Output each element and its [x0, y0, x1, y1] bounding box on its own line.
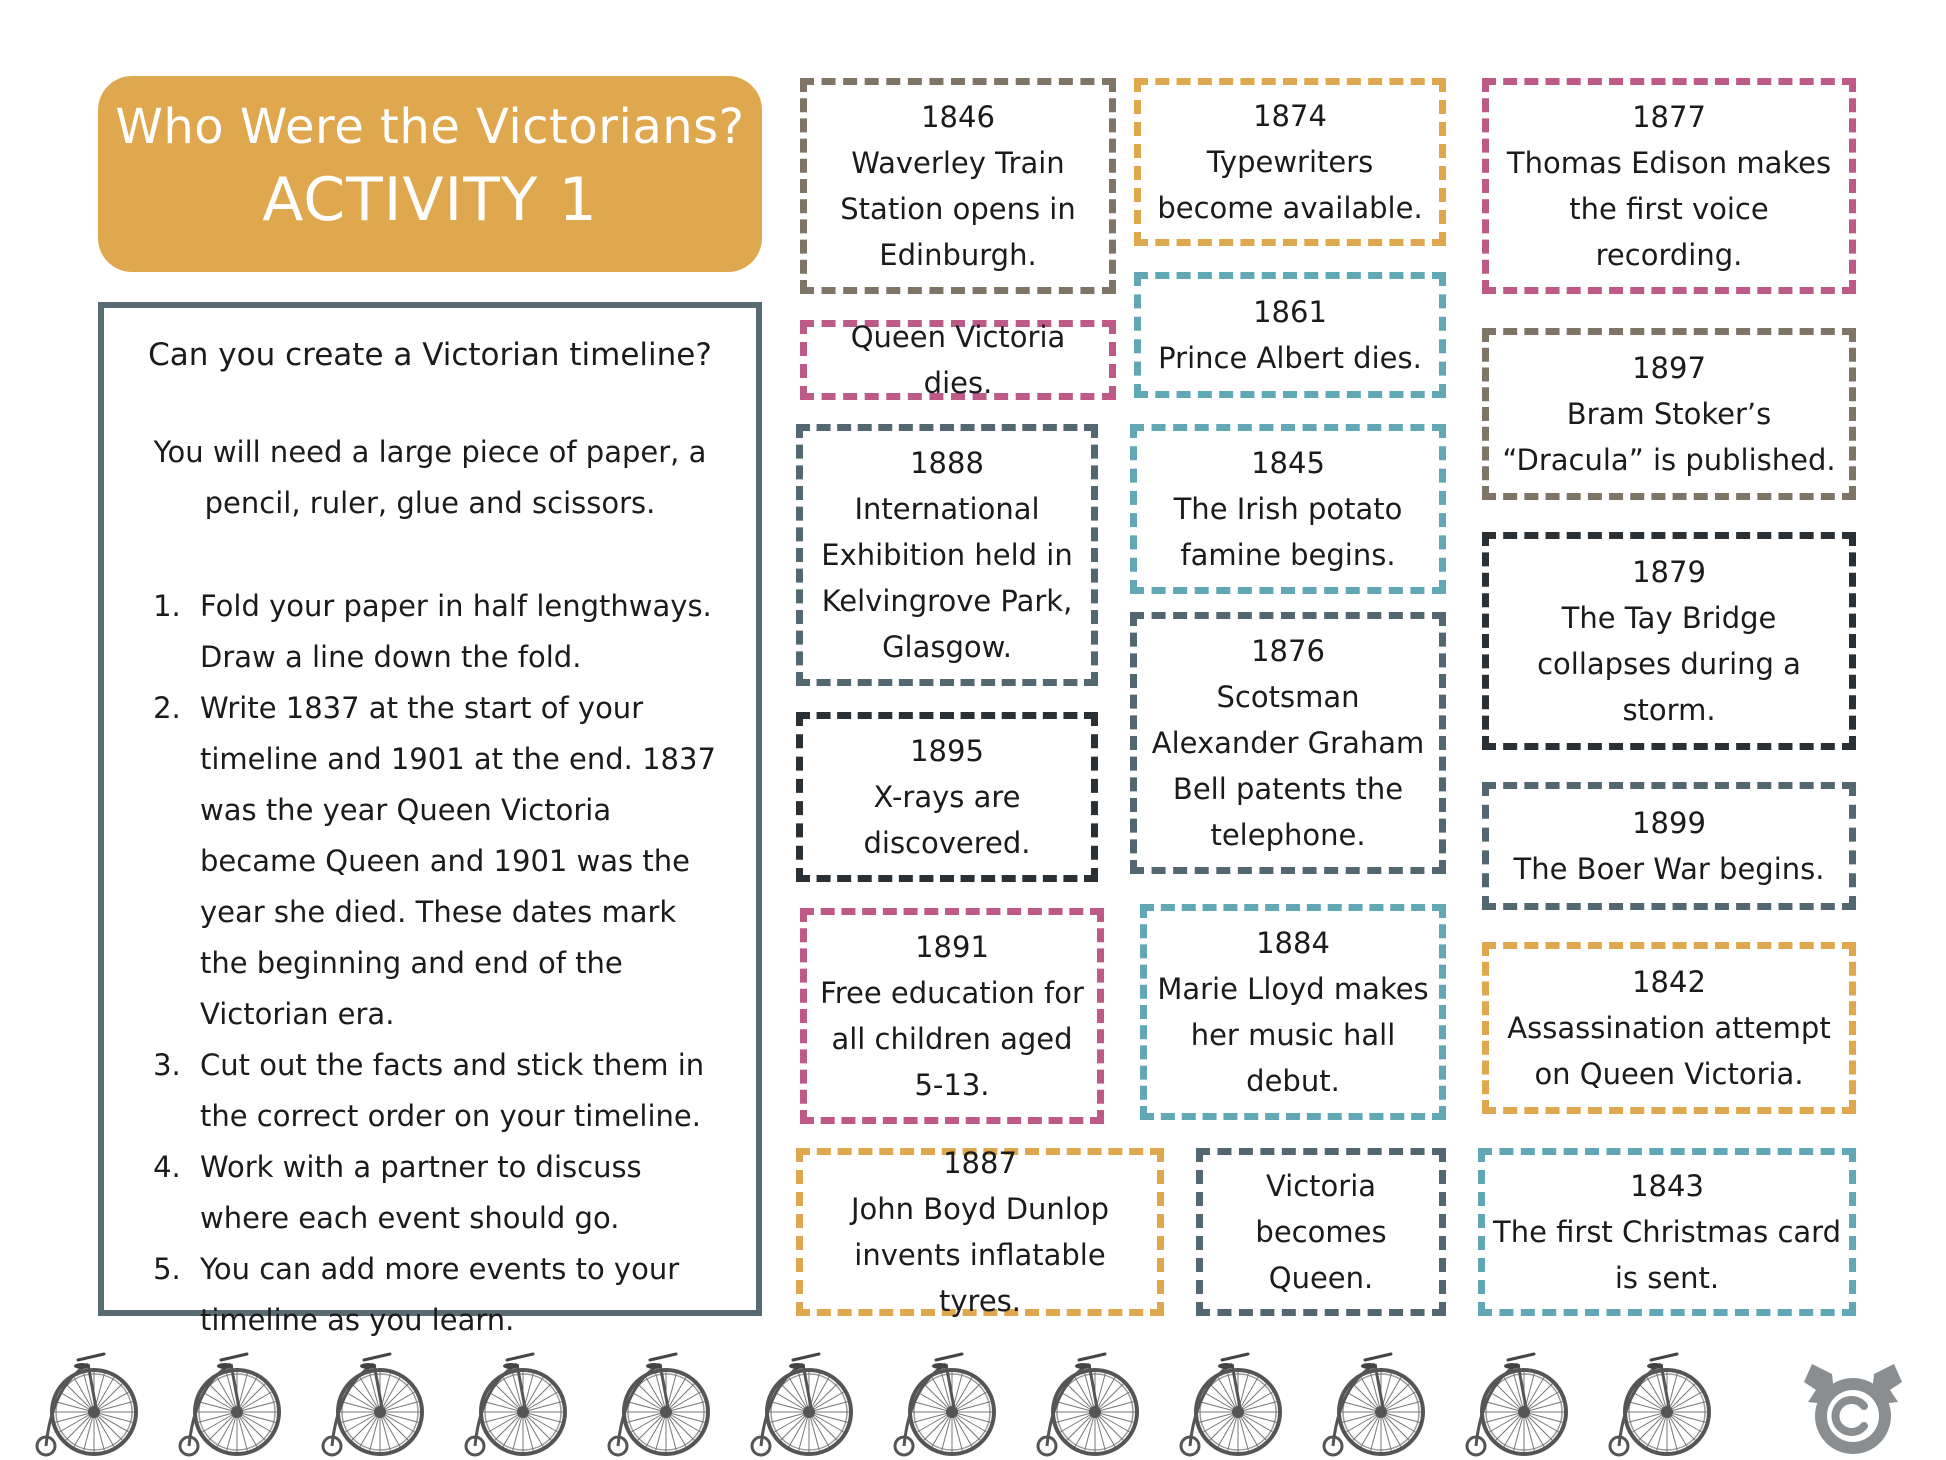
- fact-text: The Tay Bridge collapses during a storm.: [1537, 601, 1801, 727]
- fact-card: [1196, 1148, 1446, 1316]
- fact-year: 1876: [1251, 634, 1325, 668]
- fact-card: [796, 1148, 1164, 1316]
- activity-label: ACTIVITY 1: [262, 165, 598, 235]
- fact-card: [1134, 272, 1446, 398]
- fact-year: 1895: [910, 734, 984, 768]
- instructions-panel: [98, 302, 762, 1337]
- instruction-step: 3. Cut out the facts and stick them in the correct order on your timeline.: [190, 1040, 730, 1142]
- fact-text: Thomas Edison makes the first voice recording.: [1506, 146, 1832, 272]
- fact-year: 1897: [1632, 351, 1706, 385]
- fact-text: The Irish potato famine begins.: [1173, 492, 1403, 572]
- fact-card: [800, 78, 1116, 294]
- fact-year: 1891: [915, 930, 989, 964]
- fact-text: Scotsman Alexander Graham Bell patents the telephone.: [1151, 680, 1425, 852]
- instruction-step: 1. Fold your paper in half lengthways. Draw a line down the fold.: [190, 581, 730, 683]
- fact-card: [1478, 1148, 1856, 1316]
- fact-text: Assassination attempt on Queen Victoria.: [1507, 1011, 1831, 1091]
- penny-farthing-icon: [606, 1346, 716, 1458]
- title-banner: [98, 76, 762, 272]
- fact-text: International Exhibition held in Kelvingrove Park, Glasgow.: [821, 492, 1073, 664]
- fact-text: Typewriters become available.: [1157, 145, 1423, 225]
- fact-year: 1887: [943, 1146, 1017, 1180]
- fact-text: Marie Lloyd makes her music hall debut.: [1157, 972, 1429, 1098]
- penny-farthing-icon: [1607, 1346, 1717, 1458]
- fact-card: [800, 320, 1116, 400]
- fact-year: 1845: [1251, 446, 1325, 480]
- instructions-steps: [130, 581, 730, 1346]
- penny-farthing-icon: [1464, 1346, 1574, 1458]
- fact-text: Prince Albert dies.: [1158, 341, 1422, 375]
- instructions-question: Can you create a Victorian timeline?: [148, 337, 712, 373]
- instruction-step: 2. Write 1837 at the start of your timeline and 1901 at the end. 1837 was the year Queen Victoria became Queen and 1901 was the year she died. These dates mark the beginning and end of the Victorian era.: [190, 683, 730, 1040]
- penny-farthing-icon: [463, 1346, 573, 1458]
- penny-farthing-icon: [177, 1346, 287, 1458]
- instruction-step: 5. You can add more events to your timeline as you learn.: [190, 1244, 730, 1346]
- fact-card: [796, 424, 1098, 686]
- fact-text: The Boer War begins.: [1513, 852, 1825, 886]
- instructions-materials: You will need a large piece of paper, a pencil, ruler, glue and scissors.: [153, 435, 707, 520]
- fact-text: The first Christmas card is sent.: [1492, 1215, 1841, 1295]
- fact-card: [800, 908, 1104, 1124]
- fact-text: Queen Victoria dies.: [850, 320, 1066, 400]
- fact-card: [1482, 328, 1856, 500]
- fact-year: 1888: [910, 446, 984, 480]
- penny-farthing-icon: [320, 1346, 430, 1458]
- fact-card: [1130, 424, 1446, 594]
- penny-farthing-icon: [1035, 1346, 1145, 1458]
- fact-text: Waverley Train Station opens in Edinburgh.: [840, 146, 1076, 272]
- fact-card: [1482, 942, 1856, 1114]
- fact-year: 1879: [1632, 555, 1706, 589]
- fact-text: John Boyd Dunlop invents inflatable tyres.: [851, 1192, 1109, 1318]
- fact-card: [1130, 612, 1446, 874]
- fact-year: 1846: [921, 100, 995, 134]
- page-title: Who Were the Victorians?: [115, 99, 745, 155]
- fact-card: [1482, 782, 1856, 910]
- fact-card: [1140, 904, 1446, 1120]
- penny-farthing-icon: [749, 1346, 859, 1458]
- fact-year: 1899: [1632, 806, 1706, 840]
- fact-year: 1843: [1630, 1169, 1704, 1203]
- fact-text: Victoria becomes Queen.: [1255, 1169, 1387, 1295]
- fact-text: Bram Stoker’s “Dracula” is published.: [1502, 397, 1836, 477]
- penny-farthing-icon: [34, 1346, 144, 1458]
- fact-text: X-rays are discovered.: [863, 780, 1031, 860]
- fact-card: [796, 712, 1098, 882]
- fact-year: 1884: [1256, 926, 1330, 960]
- penny-farthing-icon: [1321, 1346, 1431, 1458]
- penny-farthing-icon: [1178, 1346, 1288, 1458]
- fact-card: [1482, 78, 1856, 294]
- fact-card: [1134, 78, 1446, 246]
- fact-year: 1861: [1253, 295, 1327, 329]
- fact-year: 1842: [1632, 965, 1706, 999]
- moose-copyright-icon: [1798, 1354, 1908, 1460]
- fact-text: Free education for all children aged 5-13.: [820, 976, 1084, 1102]
- penny-farthing-icon: [892, 1346, 1002, 1458]
- fact-card: [1482, 532, 1856, 750]
- instruction-step: 4. Work with a partner to discuss where each event should go.: [190, 1142, 730, 1244]
- fact-year: 1877: [1632, 100, 1706, 134]
- fact-year: 1874: [1253, 99, 1327, 133]
